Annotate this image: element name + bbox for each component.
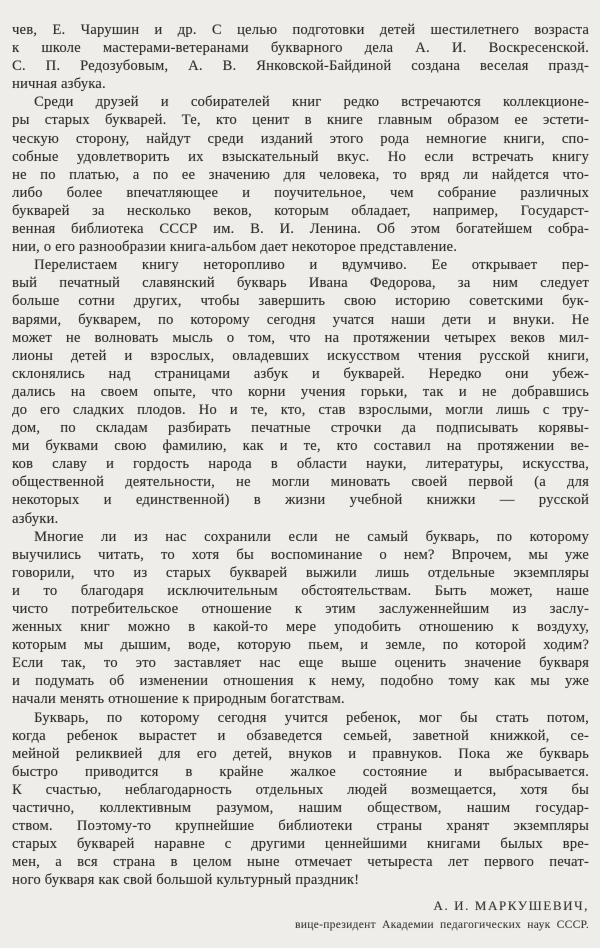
text-line: общественной деятельности, не могли миновать своей первой (а для <box>12 474 589 491</box>
text-line: дом, по складам разбирать печатные строчки да подписывать корявы- <box>12 420 589 437</box>
text-line: букварей за несколько веков, которым обладает, например, Государст- <box>12 202 589 219</box>
signature-block <box>12 898 589 932</box>
text-line: Если так, то это заставляет нас еще выше оценить значение букваря <box>12 655 589 672</box>
paragraph <box>12 93 589 256</box>
text-line: когда ребенок вырастет и обзаведется семьей, заветной книжкой, се- <box>12 727 589 744</box>
text-line: до его сладких плодов. Но и те, кто, став взрослыми, могли лишь с тру- <box>12 401 589 418</box>
text-line: ков славу и гордость народа в области науки, литературы, искусства, <box>12 456 589 473</box>
text-line: которым мы дышим, воде, которую пьем, и земле, по которой ходим? <box>12 637 589 654</box>
text-line: ческую сторону, найдут среди изданий этого рода немногие книги, спо- <box>12 130 589 147</box>
text-line: ры старых букварей. Те, кто ценит в книге главным образом ее эстети- <box>12 112 589 129</box>
text-line: частично, коллективным разумом, нашим обществом, нашим государ- <box>12 800 589 817</box>
text-line: С. П. Редозубовым, А. В. Янковской-Байдиной создана веселая празд- <box>12 58 589 75</box>
text-line: ничная азбука. <box>12 76 106 93</box>
paragraph <box>12 528 589 709</box>
text-line: ного букваря как свой большой культурный праздник! <box>12 872 360 889</box>
text-line: лионы детей и взрослых, овладевших искусством чтения русской книги, <box>12 347 589 364</box>
text-line: Букварь, по которому сегодня учится ребенок, мог бы стать потом, <box>34 709 589 726</box>
text-line: нии, о его разнообразии книга-альбом дает некоторое представление. <box>12 239 458 256</box>
text-line: чев, Е. Чарушин и др. С целью подготовки детей шестилетнего возраста <box>12 22 589 38</box>
text-line: вый печатный славянский букварь Ивана Федорова, за ним следует <box>12 275 589 292</box>
text-line: может не волновать мысль о том, что на протяжении четырех веков мил- <box>12 329 589 346</box>
text-line: Среди друзей и собирателей книг редко встречаются коллекционе- <box>34 94 589 111</box>
text-line: К счастью, неблагодарность отдельных людей возмещается, хотя бы <box>12 781 589 798</box>
text-line: чисто потребительское отношение к этим заслуженнейшим из заслу- <box>12 601 589 617</box>
text-line: и подумать об изменении отношения к нему, подобно тому как мы уже <box>12 673 589 690</box>
text-line: Перелистаем книгу неторопливо и вдумчиво. Ее открывает пер- <box>34 257 589 274</box>
text-line: мейной реликвией для его детей, внуков и правнуков. Пока же букварь <box>12 745 589 762</box>
text-line: быстро приводится в крайне жалкое состояние и выбрасывается. <box>12 763 589 780</box>
text-line: больше сотни других, чтобы завершить свою историю советскими бук- <box>12 293 589 310</box>
text-line: выучились читать, то хотя бы воспоминание о нем? Впрочем, мы уже <box>12 546 589 563</box>
body-text <box>12 21 589 890</box>
text-line: мен, а вся страна в целом ныне отмечает четыреста лет первого печат- <box>12 854 589 871</box>
text-line: склонялись над страницами азбук и букварей. Нередко они убеж- <box>12 365 589 382</box>
text-line: варями, букварем, по которому сегодня учатся наши дети и внуки. Не <box>12 311 589 328</box>
text-line: не по платью, а по ее значению для человека, то вряд ли найдется что- <box>12 166 589 183</box>
text-line: начали менять отношение к природным богатствам. <box>12 691 345 708</box>
paragraph <box>12 21 589 93</box>
paragraph <box>12 256 589 527</box>
text-line: азбуки. <box>12 510 59 527</box>
paragraph <box>12 709 589 890</box>
signature-author: А. И. МАРКУШЕВИЧ, <box>433 897 589 913</box>
text-line: ми буквами свою фамилию, как и те, кто составил на протяжении ве- <box>12 438 589 455</box>
text-line: некоторых и единственной) в жизни учебной книжки — русской <box>12 492 589 509</box>
text-line: либо более впечатляющее и поучительное, чем собрание различных <box>12 184 589 201</box>
text-line: дались на своем опыте, что корни учения горьки, так и не добравшись <box>12 383 589 400</box>
signature-role: вице-президент Академии педагогических наук СССР. <box>295 918 589 931</box>
text-line: говорили, что из старых букварей выжили лишь отдельные экземпляры <box>12 564 589 581</box>
text-line: старых букварей наравне с другими ценнейшими книгами былых вре- <box>12 836 589 853</box>
text-line: венная библиотека СССР им. В. И. Ленина. Об этом богатейшем собра- <box>12 221 589 238</box>
text-line: собные удовлетворить их взыскательный вкус. Но если встречать книгу <box>12 148 589 165</box>
text-line: к школе мастерами-ветеранами букварного дела А. И. Воскресенской. <box>12 40 589 57</box>
text-line: женных книг можно в какой-то мере уподобить отношению к воздуху, <box>12 619 589 636</box>
text-line: и то благодаря исключительным обстоятельствам. Быть может, наше <box>12 582 589 599</box>
text-line: ством. Поэтому-то крупнейшие библиотеки страны хранят экземпляры <box>12 818 589 835</box>
text-line: Многие ли из нас сохранили если не самый букварь, по которому <box>34 528 589 545</box>
